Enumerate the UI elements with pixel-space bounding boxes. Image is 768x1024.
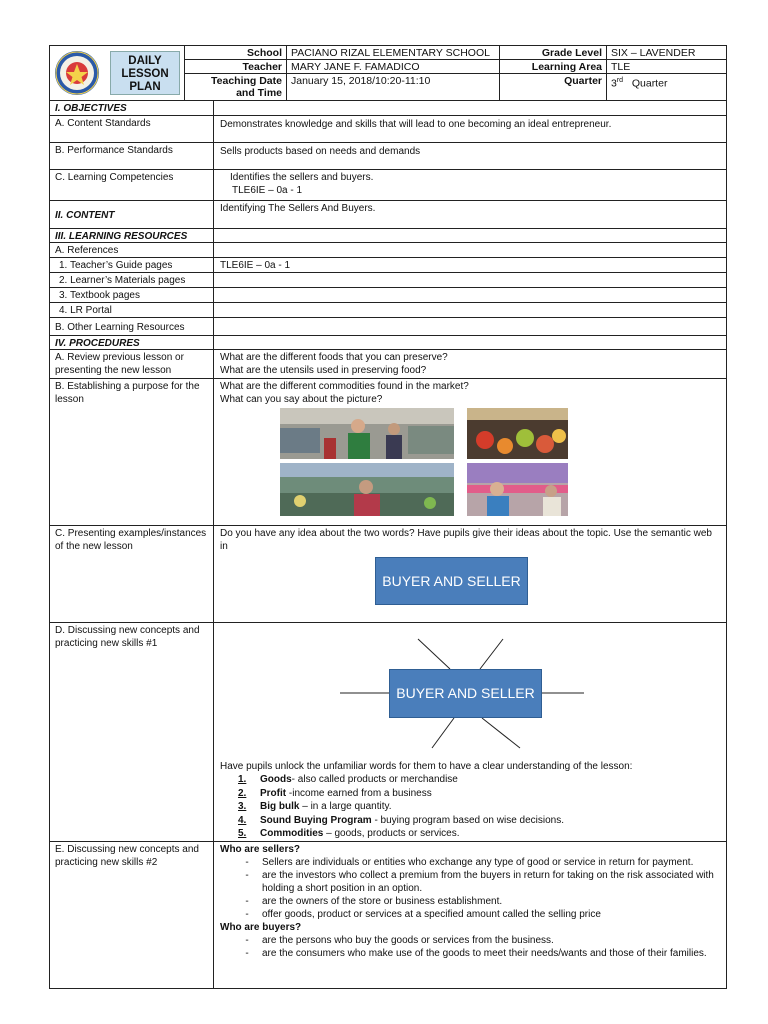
row-presenting: C. Presenting examples/instances of the new lesson Do you have any idea about the two words? Have pupils give their ideas about the topic. Use the semantic web in BUYER AND SELLER bbox=[50, 526, 726, 623]
vocab-item: 3. Big bulk – in a large quantity. bbox=[238, 801, 392, 812]
row-review: A. Review previous lesson or presenting the new lesson What are the different foods that you can preserve? What are the utensils used in preserving food? bbox=[50, 350, 726, 379]
seller-definition: - Sellers are individuals or entities who exchange any type of good or service in return for payment. bbox=[245, 857, 694, 868]
row-textbook-pages: 3. Textbook pages bbox=[50, 288, 726, 303]
deped-seal-icon bbox=[54, 50, 100, 96]
lesson-plan-table bbox=[49, 100, 727, 989]
quarter-value: 3rd Quarter bbox=[611, 77, 668, 90]
row-performance-standards: B. Performance Standards Sells products based on needs and demands bbox=[50, 143, 726, 170]
teacher-value: MARY JANE F. FAMADICO bbox=[287, 60, 500, 74]
row-learning-competencies: C. Learning Competencies Identifies the sellers and buyers. TLE6IE – 0a - 1 bbox=[50, 170, 726, 201]
row-learning-resources: III. LEARNING RESOURCES bbox=[50, 229, 726, 243]
row-lr-portal: 4. LR Portal bbox=[50, 303, 726, 318]
market-photo-2 bbox=[467, 408, 568, 459]
row-references: A. References bbox=[50, 243, 726, 258]
teaching-date-label: Teaching Date and Time bbox=[185, 74, 287, 101]
vocab-item: 2. Profit -income earned from a business bbox=[238, 787, 432, 799]
lesson-plan-page bbox=[49, 45, 727, 989]
grade-level-label: Grade Level bbox=[500, 46, 607, 60]
buyers-list bbox=[220, 934, 720, 960]
learning-area-value: TLE bbox=[607, 60, 726, 74]
market-photo-4 bbox=[467, 463, 568, 516]
row-discussing-2: E. Discussing new concepts and practicing new skills #2 Who are sellers? - Sellers are individuals or entities who exchange any type of good or service in return for payment. - are the investors who collect a premium from the buyers in return for taking on the risk associated with holding a short position in an option. - are the owners of the store or business establishment. - offer goods, product or services at a specified amount called the selling price Who are buyers? - are the persons who buy the goods or services from the business. - are the consumers who make use of the goods to meet their needs/wants and those of their families. bbox=[50, 842, 726, 988]
daily-lesson-plan-title: DAILY LESSON PLAN bbox=[110, 51, 180, 95]
vocab-item: 4. Sound Buying Program - buying program based on wise decisions. bbox=[238, 814, 564, 826]
learning-area-label: Learning Area bbox=[500, 60, 607, 74]
row-content: II. CONTENT Identifying The Sellers And Buyers. bbox=[50, 201, 726, 229]
school-value: PACIANO RIZAL ELEMENTARY SCHOOL bbox=[287, 46, 500, 60]
seller-definition: - are the investors who collect a premium from the buyers in return for taking on the risk associated with holding a short position in an option. bbox=[245, 870, 714, 894]
school-label: School bbox=[185, 46, 287, 60]
row-learners-materials: 2. Learner’s Materials pages bbox=[50, 273, 726, 288]
buyer-definition: - are the persons who buy the goods or services from the business. bbox=[245, 935, 554, 946]
market-photo-1 bbox=[280, 408, 454, 459]
row-objectives: I. OBJECTIVES bbox=[50, 101, 726, 116]
buyer-seller-box: BUYER AND SELLER bbox=[375, 557, 528, 605]
teaching-date-value: January 15, 2018/10:20-11:10 bbox=[287, 74, 500, 101]
grade-level-value: SIX – LAVENDER bbox=[607, 46, 726, 60]
logo-area bbox=[50, 46, 185, 101]
row-procedures: IV. PROCEDURES bbox=[50, 336, 726, 350]
teacher-label: Teacher bbox=[185, 60, 287, 74]
header-table bbox=[49, 45, 727, 101]
quarter-label: Quarter bbox=[500, 74, 607, 101]
vocabulary-list bbox=[220, 773, 720, 841]
buyer-definition: - are the consumers who make use of the goods to meet their needs/wants and those of their families. bbox=[245, 948, 707, 959]
row-content-standards: A. Content Standards Demonstrates knowledge and skills that will lead to one becoming an ideal entrepreneur. bbox=[50, 116, 726, 143]
seller-definition: - are the owners of the store or business establishment. bbox=[245, 896, 503, 907]
vocab-item: 5. Commodities – goods, products or services. bbox=[238, 828, 460, 839]
row-purpose: B. Establishing a purpose for the lesson What are the different commodities found in the market? What can you say about the picture? bbox=[50, 379, 726, 526]
market-photo-3 bbox=[280, 463, 454, 516]
sellers-list bbox=[220, 856, 720, 921]
semantic-web-center: BUYER AND SELLER bbox=[389, 669, 542, 718]
seller-definition: - offer goods, product or services at a specified amount called the selling price bbox=[245, 909, 601, 920]
row-other-resources: B. Other Learning Resources bbox=[50, 318, 726, 336]
row-discussing-1: D. Discussing new concepts and practicing new skills #1 BUYER AND SELLER Have pupils unlock the unfamiliar words for them to have a clear understanding of the lesson: 1. Goods- also called products or merchandise 2. Profit -income earned from a business 3. Big bulk – in a large quantity. 4. Sound Buying Program - buying program based on wise decisions. 5. Commodities – goods, products or services. bbox=[50, 623, 726, 842]
row-teachers-guide: 1. Teacher’s Guide pages TLE6IE – 0a - 1 bbox=[50, 258, 726, 273]
vocab-item: 1. Goods- also called products or merchandise bbox=[238, 774, 458, 785]
